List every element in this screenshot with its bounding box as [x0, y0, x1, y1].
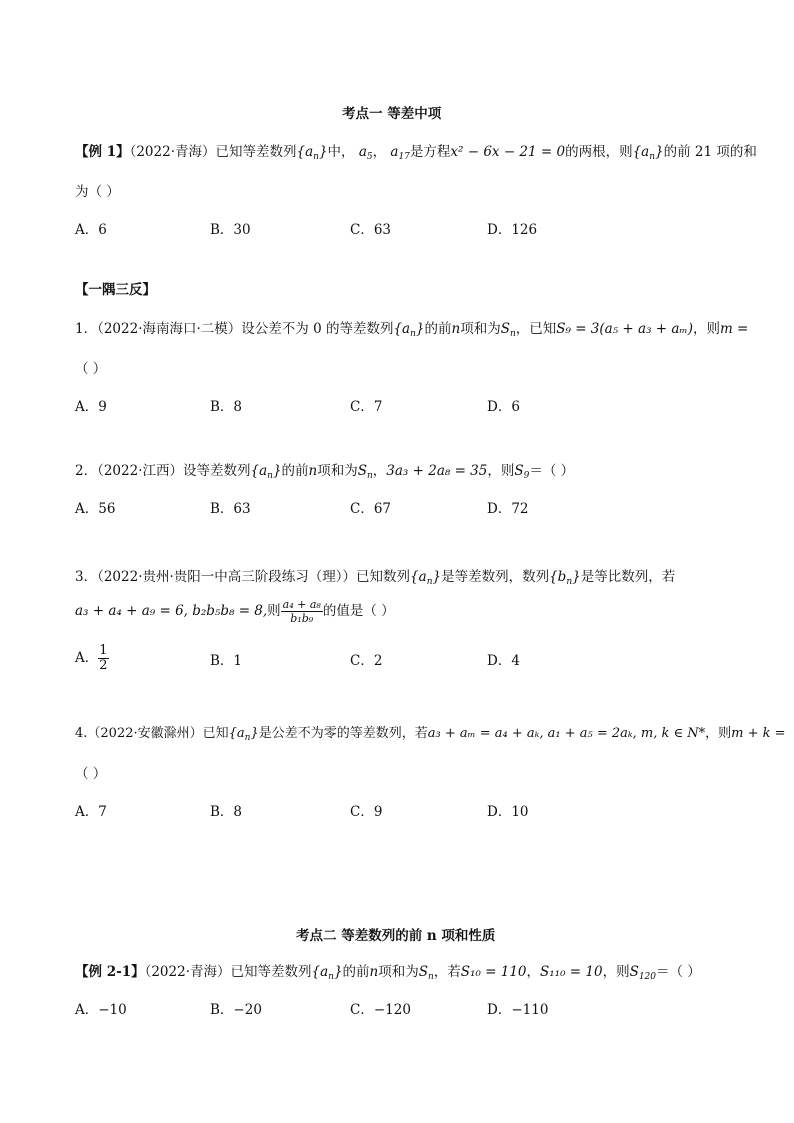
question-text: 的前 21 项的和 — [663, 144, 757, 160]
sum-symbol: $S_n$ — [418, 964, 434, 982]
question-text: 已知 — [202, 726, 229, 741]
question-text: 是等差数列，数列 — [441, 569, 550, 585]
question-text: ＝（ ） — [529, 463, 575, 479]
formula-s110: S₁₁₀ = 10 — [540, 964, 603, 980]
question-text: ＝（ ） — [656, 964, 701, 980]
sum-symbol: $S_n$ — [500, 321, 516, 339]
section-title-2: 考点二 等差数列的前 n 项和性质 — [296, 928, 496, 944]
variable-n: n — [308, 463, 318, 479]
option-fraction — [98, 644, 108, 673]
option-b: B．8 — [210, 399, 243, 415]
question-text: 是等比数列，若 — [580, 569, 676, 585]
option-c: C．−120 — [350, 1002, 411, 1018]
question-text: ，则 — [705, 726, 732, 741]
question-text: 的值是（ ） — [322, 603, 395, 619]
answer-target: m + k = — [731, 726, 786, 741]
option-a: A．−10 — [75, 1002, 127, 1018]
option-label: A． — [75, 650, 99, 666]
term-a17: $a_{17}$ — [386, 144, 410, 162]
question-text: 设等差数列 — [183, 463, 251, 479]
fraction — [281, 598, 323, 625]
sequence-symbol: $\{a_n\}$ — [311, 964, 343, 982]
option-a: A．9 — [75, 399, 107, 415]
question-text: ，则 — [487, 463, 515, 479]
example-source: （2022·青海） — [144, 964, 231, 980]
option-a: A．56 — [75, 501, 116, 517]
question-text: 已知等差数列 — [230, 964, 312, 980]
option-a: A．7 — [75, 804, 107, 820]
fraction-numerator: a₄ + a₈ — [282, 598, 321, 611]
option-d: D．10 — [487, 804, 529, 820]
formula: S₉ = 3(a₅ + a₃ + aₘ) — [556, 321, 693, 337]
option-d: D．6 — [487, 399, 520, 415]
question-number: 4. — [75, 726, 88, 741]
example-tag: 【例 2-1】 — [75, 964, 145, 980]
sum-s120: $S_{120}$ — [629, 964, 657, 982]
question-text: ，则 — [692, 321, 720, 337]
sequence-symbol: $\{a_n\}$ — [410, 569, 442, 587]
section-title-1: 考点一 等差中项 — [342, 106, 442, 122]
question-4-line-1 — [75, 722, 786, 743]
formula-s10: S₁₀ = 110 — [460, 964, 527, 980]
question-2-line-1 — [75, 459, 574, 481]
option-b: B．30 — [210, 222, 251, 238]
option-b: B．63 — [210, 501, 251, 517]
option-d: D．126 — [487, 222, 538, 238]
formula: 3a₃ + 2a₈ = 35 — [386, 463, 488, 479]
question-source: （2022·海南海口·二模） — [97, 321, 242, 337]
question-text: ，则 — [602, 964, 630, 980]
practice-heading: 【一隅三反】 — [75, 282, 156, 298]
question-4-line-2: （ ） — [75, 766, 107, 782]
option-c: C．63 — [350, 222, 392, 238]
question-3-line-1 — [75, 565, 675, 587]
question-source: （2022·安徽滁州） — [87, 726, 203, 741]
question-text: 的前 — [424, 321, 452, 337]
question-text: 项和为 — [378, 964, 419, 980]
question-text: ，已知 — [515, 321, 557, 337]
equation: x² − 6x − 21 = 0 — [450, 144, 566, 160]
answer-target: m = — [719, 321, 749, 337]
question-text: ，若 — [433, 964, 461, 980]
separator: ， — [526, 964, 541, 980]
question-text: 的两根，则 — [565, 144, 633, 160]
question-text: 是方程 — [409, 144, 451, 160]
example-1-line-1 — [75, 140, 757, 162]
question-source: （2022·贵州·贵阳一中高三阶段练习（理）） — [97, 569, 357, 585]
question-text: 中， — [327, 144, 355, 160]
example-1-line-2: 为（ ） — [75, 184, 120, 200]
sequence-symbol: $\{a_n\}$ — [250, 463, 282, 481]
question-text: ， — [372, 144, 387, 160]
sequence-symbol: $\{a_n\}$ — [393, 321, 425, 339]
question-1-line-2: （ ） — [75, 361, 107, 377]
question-number: 1． — [75, 321, 98, 337]
option-a: A．6 — [75, 222, 107, 238]
option-c: C．67 — [350, 501, 392, 517]
variable-n: n — [451, 321, 461, 337]
question-text: 设公差不为 0 的等差数列 — [241, 321, 394, 337]
option-a — [75, 644, 109, 673]
question-3-line-2 — [75, 598, 395, 625]
option-c: C．7 — [350, 399, 383, 415]
example-2-line-1 — [75, 960, 701, 982]
question-text: 已知等差数列 — [215, 144, 297, 160]
sequence-symbol-b: $\{b_n\}$ — [549, 569, 581, 587]
question-text: 的前 — [342, 964, 370, 980]
option-d: D．4 — [487, 653, 520, 669]
question-text: 项和为 — [460, 321, 501, 337]
fraction-numerator: 1 — [99, 643, 108, 658]
option-c: C．2 — [350, 653, 383, 669]
option-b: B．8 — [210, 804, 243, 820]
question-text: 项和为 — [317, 463, 358, 479]
sequence-symbol: $\{a_n\}$ — [296, 144, 328, 162]
formula: a₃ + a₄ + a₉ = 6, b₂b₅b₈ = 8, — [75, 603, 268, 619]
option-c: C．9 — [350, 804, 383, 820]
question-1-line-1 — [75, 317, 748, 339]
question-text: 已知数列 — [356, 569, 411, 585]
sequence-symbol: $\{a_n\}$ — [228, 726, 259, 743]
question-text: 是公差不为零的等差数列，若 — [258, 726, 428, 741]
question-number: 2． — [75, 463, 98, 479]
question-source: （2022·江西） — [97, 463, 183, 479]
option-b: B．1 — [210, 653, 243, 669]
question-text: 的前 — [281, 463, 309, 479]
variable-n: n — [369, 964, 379, 980]
sum-s9: $S_9$ — [514, 463, 530, 481]
sequence-symbol: $\{a_n\}$ — [632, 144, 664, 162]
option-d: D．−110 — [487, 1002, 549, 1018]
question-text: 则 — [267, 603, 281, 619]
fraction-denominator: b₁b₉ — [290, 612, 314, 625]
example-tag: 【例 1】 — [75, 144, 130, 160]
question-number: 3． — [75, 569, 98, 585]
fraction-denominator: 2 — [99, 658, 108, 673]
option-d: D．72 — [487, 501, 529, 517]
option-b: B．−20 — [210, 1002, 262, 1018]
sum-symbol: $S_n$ — [357, 463, 373, 481]
formula: a₃ + aₘ = a₄ + aₖ, a₁ + a₅ = 2aₖ, m, k ∈ N* — [427, 726, 706, 741]
term-a5: $a_5$ — [354, 144, 373, 162]
example-source: （2022·青海） — [129, 144, 216, 160]
question-text: ， — [372, 463, 387, 479]
